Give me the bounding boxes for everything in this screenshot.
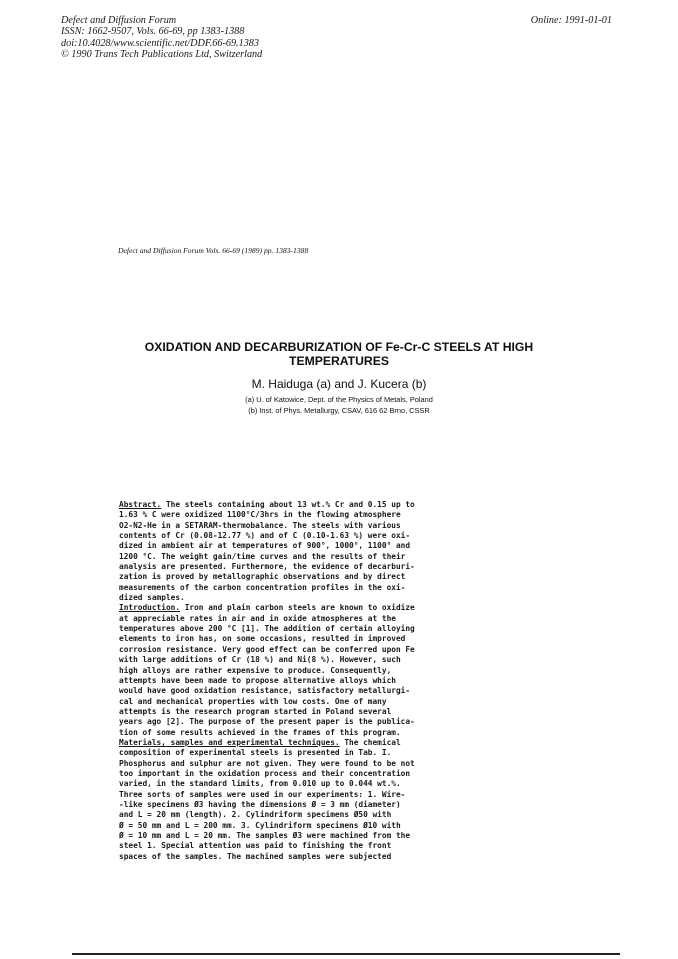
text-line: spaces of the samples. The machined samples were subjected (119, 851, 392, 861)
text-line: -like specimens Ø3 having the dimensions Ø = 3 mm (diameter) (119, 799, 401, 809)
abstract-heading: Abstract. (119, 500, 162, 509)
body-text (119, 500, 559, 862)
abstract-section (119, 500, 559, 603)
footer-rule (72, 953, 620, 955)
issn-line: ISSN: 1662-9507, Vols. 66-69, pp 1383-1388 (61, 26, 245, 38)
text-line: 1.63 % C were oxidized 1100°C/3hrs in the flowing atmosphere (119, 510, 401, 520)
text-line: contents of Cr (0.08-12.77 %) and of C (0.10-1.63 %) were oxi- (119, 531, 411, 541)
text-line: attempts is the research program started in Poland several (119, 706, 392, 716)
text-line: tion of some results achieved in the frames of this program. (119, 727, 401, 737)
authors: M. Haiduga (a) and J. Kucera (b) (251, 377, 427, 391)
text-line: analysis are presented. Furthermore, the evidence of decarburi- (119, 562, 415, 572)
text-line: elements to iron has, on some occasions, resulted in improved (119, 634, 406, 644)
text-line: measurements of the carbon concentration profiles in the oxi- (119, 582, 406, 592)
text-line: dized samples. (119, 593, 185, 603)
citation-line: Defect and Diffusion Forum Vols. 66-69 (1989) pp. 1383-1388 (118, 246, 309, 255)
text-line: attempts have been made to propose alternative alloys which (119, 675, 396, 685)
text-line: 1200 °C. The weight gain/time curves and the results of their (119, 551, 406, 561)
text-line: Ø = 50 mm and L = 200 mm. 3. Cylindriform specimens Ø10 with (119, 820, 401, 830)
text-line: Abstract. The steels containing about 13 wt.% Cr and 0.15 up to (119, 500, 415, 509)
text-line: composition of experimental steels is presented in Tab. I. (119, 748, 392, 758)
text-line: Three sorts of samples were used in our experiments: 1. Wire- (119, 789, 406, 799)
paper-title: OXIDATION AND DECARBURIZATION OF Fe-Cr-C STEELS AT HIGH TEMPERATURES (144, 340, 534, 368)
text-line: Introduction. Iron and plain carbon steels are known to oxidize (119, 603, 415, 613)
copyright-line: © 1990 Trans Tech Publications Ltd, Switzerland (61, 49, 263, 61)
materials-heading: Materials, samples and experimental techniques. (119, 737, 340, 747)
text-line: would have good oxidation resistance, satisfactory metallurgi- (119, 686, 411, 696)
text-line: too important in the oxidation process and their concentration (119, 768, 411, 778)
text-line: at appreciable rates in air and in oxide atmospheres at the (119, 613, 396, 623)
text-line: years ago [2]. The purpose of the present paper is the publica- (119, 717, 415, 727)
text-line: Materials, samples and experimental techniques. The chemical (119, 737, 401, 747)
text-line: O2-N2-He in a SETARAM-thermobalance. The steels with various (119, 520, 401, 530)
online-date: Online: 1991-01-01 (530, 15, 612, 26)
text-line: zation is proved by metallographic observations and by direct (119, 572, 406, 582)
text-line: dized in ambient air at temperatures of 900°, 1000°, 1100° and (119, 541, 411, 551)
text-line: varied, in the standard limits, from 0.010 up to 0.044 wt.%. (119, 779, 401, 789)
text-line: cal and mechanical properties with low costs. One of many (119, 696, 387, 706)
introduction-section (119, 603, 559, 737)
text-line: Phosphorus and sulphur are not given. They were found to be not (119, 758, 415, 768)
text-line: Ø = 10 mm and L = 20 mm. The samples Ø3 were machined from the (119, 831, 411, 840)
affiliation-b: (b) Inst. of Phys. Metallurgy, CSAV, 616 62 Brno, CSSR (248, 406, 430, 415)
materials-section (119, 738, 559, 862)
text-line: steel 1. Special attention was paid to finishing the front (119, 841, 392, 851)
text-line: with large additions of Cr (18 %) and Ni(8 %). However, such (119, 655, 401, 665)
journal-name: Defect and Diffusion Forum (61, 15, 177, 26)
affiliation-a: (a) U. of Katowice, Dept. of the Physics of Metals, Poland (245, 395, 433, 404)
journal-metadata (61, 15, 262, 61)
introduction-heading: Introduction. (119, 603, 181, 613)
doi-line: doi:10.4028/www.scientific.net/DDF.66-69.1383 (61, 37, 259, 49)
text-line: corrosion resistance. Very good effect can be conferred upon Fe (119, 644, 415, 654)
text-line: temperatures above 200 °C [1]. The addition of certain alloying (119, 624, 415, 634)
text-line: high alloys are rather expensive to produce. Consequently, (119, 665, 392, 675)
text-line: and L = 20 mm (length). 2. Cylindriform specimens Ø50 with (119, 810, 392, 820)
